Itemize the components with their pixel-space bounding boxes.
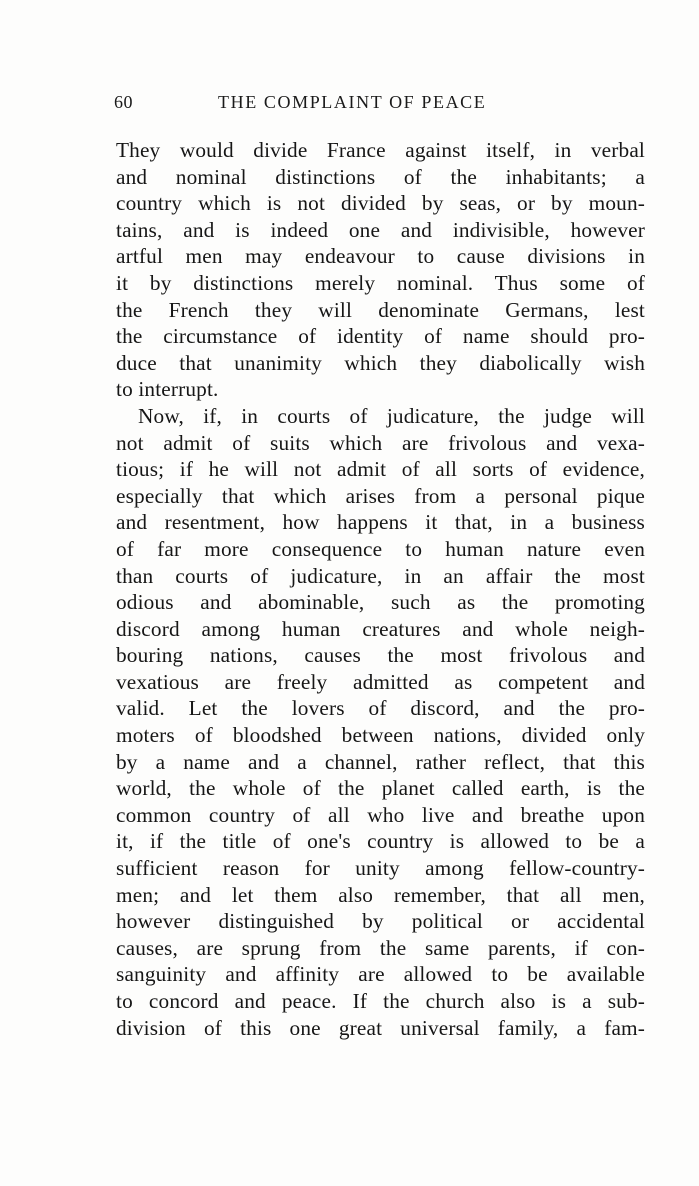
text-line: not admit of suits which are frivolous and vexa- [116, 430, 645, 455]
text-line: common country of all who live and breathe upon [116, 802, 645, 827]
text-line: than courts of judicature, in an affair the most [116, 563, 645, 588]
text-line: Now, if, in courts of judicature, the judge will [138, 403, 645, 428]
text-line: by a name and a channel, rather reflect, that this [116, 749, 645, 774]
text-line: tains, and is indeed one and indivisible, however [116, 217, 645, 242]
text-line: world, the whole of the planet called earth, is the [116, 776, 645, 801]
text-line: causes, are sprung from the same parents, if con- [116, 935, 645, 960]
text-line: odious and abominable, such as the promoting [116, 590, 645, 615]
text-line: of far more consequence to human nature even [116, 536, 645, 561]
text-line: vexatious are freely admitted as competent and [116, 669, 645, 694]
text-line: the circumstance of identity of name should pro- [116, 324, 645, 349]
text-line: country which is not divided by seas, or by moun- [116, 191, 645, 216]
text-line: the French they will denominate Germans, lest [116, 297, 645, 322]
text-line: to interrupt. [116, 377, 219, 402]
running-title: THE COMPLAINT OF PEACE [218, 92, 487, 112]
text-line: especially that which arises from a personal pique [116, 483, 645, 508]
running-head [114, 92, 534, 120]
text-line: artful men may endeavour to cause divisions in [116, 244, 645, 269]
text-line: bouring nations, causes the most frivolous and [116, 643, 645, 668]
text-line: tious; if he will not admit of all sorts of evidence, [116, 457, 645, 482]
text-line: division of this one great universal family, a fam- [116, 1015, 645, 1040]
page-number: 60 [114, 92, 133, 112]
text-line: and nominal distinctions of the inhabitants; a [116, 164, 645, 189]
text-line: sufficient reason for unity among fellow-country- [116, 856, 645, 881]
text-line: They would divide France against itself, in verbal [116, 138, 645, 162]
text-line: however distinguished by political or accidental [116, 909, 645, 934]
body-text [116, 137, 645, 1041]
text-line: valid. Let the lovers of discord, and the pro- [116, 696, 645, 721]
text-line: it by distinctions merely nominal. Thus some of [116, 270, 645, 295]
text-line: duce that unanimity which they diabolically wish [116, 350, 645, 375]
text-line: it, if the title of one's country is allowed to be a [116, 829, 645, 854]
text-line: and resentment, how happens it that, in a business [116, 510, 645, 535]
text-line: men; and let them also remember, that all men, [116, 882, 645, 907]
text-line: discord among human creatures and whole neigh- [116, 616, 645, 641]
text-line: to concord and peace. If the church also is a sub- [116, 989, 645, 1013]
text-line: moters of bloodshed between nations, divided only [116, 723, 645, 748]
text-line: sanguinity and affinity are allowed to be available [116, 962, 645, 987]
